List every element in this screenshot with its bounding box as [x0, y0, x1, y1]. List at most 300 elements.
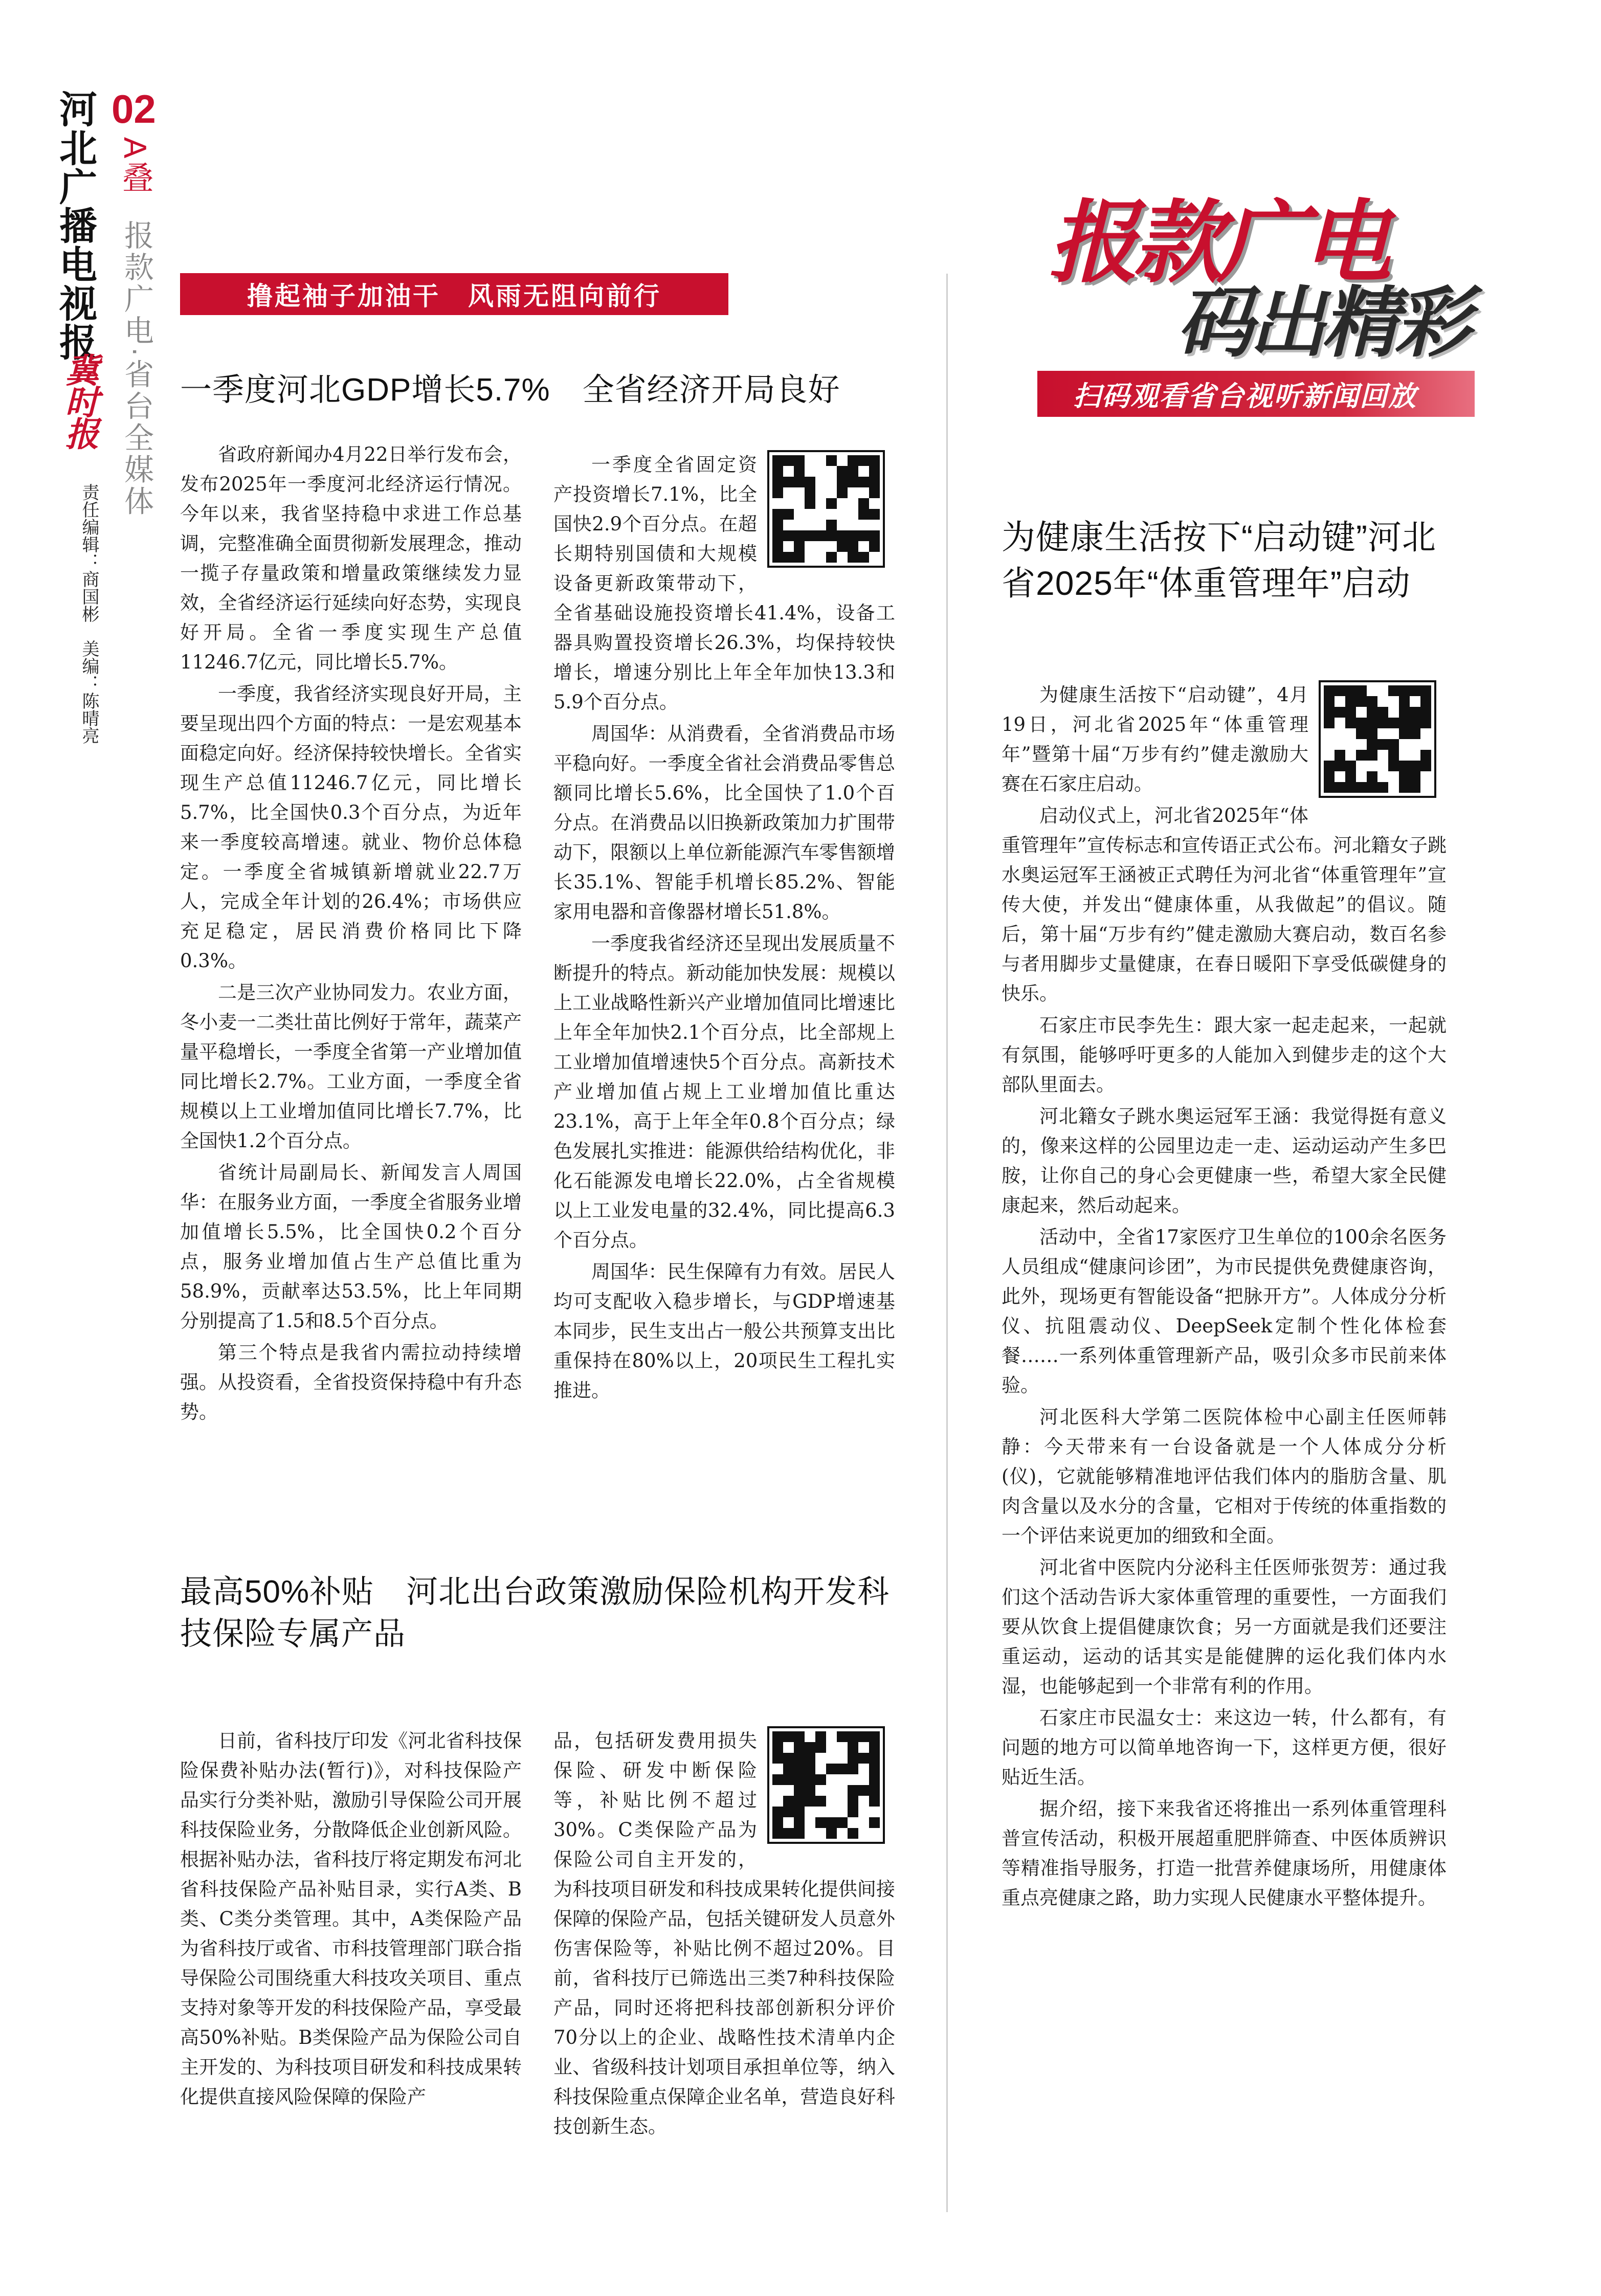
qr-module: [783, 1731, 794, 1742]
qr-module: [858, 487, 869, 498]
qr-module: [794, 1764, 805, 1774]
qr-module: [1399, 771, 1410, 782]
qr-module: [869, 1764, 880, 1774]
qr-module: [783, 1785, 794, 1796]
qr-module: [815, 541, 826, 552]
promo-bar-text: 扫码观看省台视听新闻回放: [1073, 379, 1417, 412]
qr-module: [1399, 750, 1410, 761]
qr-module: [1367, 771, 1377, 782]
qr-module: [837, 541, 848, 552]
article1-qr-wrap: [767, 450, 895, 573]
qr-module: [1377, 685, 1388, 696]
qr-module: [826, 466, 837, 477]
qr-module: [869, 1753, 880, 1764]
qr-module: [815, 509, 826, 520]
qr-module: [1388, 685, 1399, 696]
qr-module: [869, 1774, 880, 1785]
qr-module: [858, 541, 869, 552]
qr-module: [1367, 707, 1377, 718]
qr-module: [1377, 761, 1388, 771]
qr-module: [794, 530, 805, 541]
qr-module: [848, 487, 858, 498]
qr-module: [783, 1742, 794, 1753]
qr-module: [1367, 696, 1377, 707]
qr-module: [858, 509, 869, 520]
qr-module: [1420, 750, 1431, 761]
qr-module: [848, 466, 858, 477]
qr-module: [848, 541, 858, 552]
qr-module: [794, 487, 805, 498]
qr-module: [826, 530, 837, 541]
qr-module: [1335, 718, 1345, 728]
qr-module: [815, 1817, 826, 1828]
qr-module: [826, 541, 837, 552]
qr-module: [837, 509, 848, 520]
qr-module: [783, 1817, 794, 1828]
qr-module: [848, 1774, 858, 1785]
qr-module: [837, 498, 848, 509]
qr-module: [772, 520, 783, 530]
qr-module: [1377, 771, 1388, 782]
qr-module: [1367, 685, 1377, 696]
qr-module: [772, 530, 783, 541]
qr-module: [837, 466, 848, 477]
paragraph: 一季度全省固定资产投资增长7.1%，比全国快2.9个百分点。在超长期特别国债和大规模设备更新政策带动下，全省基础设施投资增长41.4%，设备工器具购置投资增长26.3%，均保持较快增长，增速分别比上年全年加快13.3和5.9个百分点。: [553, 454, 895, 713]
paragraph: 河北籍女子跳水奥运冠军王涵：我觉得挺有意义的，像来这样的公园里边走一走、运动运动产生多巴胺，让你自己的身心会更健康一些，希望大家全民健康起来，然后动起来。: [1002, 1105, 1447, 1216]
qr-module: [826, 487, 837, 498]
qr-module: [1367, 782, 1377, 793]
qr-module: [783, 466, 794, 477]
qr-module: [848, 1742, 858, 1753]
qr-module: [1345, 696, 1356, 707]
qr-module: [1324, 707, 1335, 718]
qr-module: [1420, 782, 1431, 793]
qr-module: [858, 1817, 869, 1828]
qr-module: [1356, 696, 1367, 707]
qr-module: [805, 1817, 815, 1828]
qr-module: [772, 552, 783, 563]
qr-module: [805, 552, 815, 563]
qr-module: [869, 487, 880, 498]
promo-title-line1: 报款广电: [1049, 191, 1386, 295]
qr-module: [858, 552, 869, 563]
qr-module: [826, 520, 837, 530]
qr-module: [794, 455, 805, 466]
qr-module: [815, 1764, 826, 1774]
article2-qr-wrap: [767, 1726, 895, 1849]
qr-module: [805, 1774, 815, 1785]
qr-module: [837, 1764, 848, 1774]
qr-module: [848, 1731, 858, 1742]
qr-module: [1335, 728, 1345, 739]
qr-module: [794, 1742, 805, 1753]
qr-module: [1410, 728, 1420, 739]
qr-module: [848, 1817, 858, 1828]
qr-module: [794, 541, 805, 552]
article3-qr-wrap: [1319, 680, 1447, 803]
qr-module: [815, 466, 826, 477]
qr-module: [869, 455, 880, 466]
qr-module: [805, 1828, 815, 1839]
paragraph: 河北省中医院内分泌科主任医师张贺芳：通过我们这个活动告诉大家体重管理的重要性，一方面我们要从饮食上提倡健康饮食；另一方面就是我们还要注重运动，运动的话其实是能健脾的运化我们体内水湿，也能够起到一个非常有利的作用。: [1002, 1556, 1447, 1697]
qr-module: [858, 466, 869, 477]
qr-module: [1345, 771, 1356, 782]
qr-module: [772, 1817, 783, 1828]
qr-module: [837, 1828, 848, 1839]
qr-module: [783, 509, 794, 520]
paragraph: 一季度我省经济还呈现出发展质量不断提升的特点。新动能加快发展：规模以上工业战略性新兴产业增加值同比增速比上年全年加快2.1个百分点，比全部规上工业增加值增速快5个百分点。高新技术产业增加值占规上工业增加值比重达23.1%，高于上年全年0.8个百分点；绿色发展扎实推进：能源供给结构优化，非化石能源发电增长22.0%，占全省规模以上工业发电量的32.4%，同比提高6.3个百分点。: [553, 932, 895, 1251]
qr-module: [1324, 728, 1335, 739]
qr-module: [869, 1742, 880, 1753]
qr-module: [826, 509, 837, 520]
qr-module: [848, 477, 858, 487]
qr-module: [783, 1753, 794, 1764]
qr-module: [1410, 696, 1420, 707]
qr-module: [1367, 728, 1377, 739]
qr-module: [837, 1774, 848, 1785]
paragraph: 为健康生活按下“启动键”，4月19日，河北省2025年“体重管理年”暨第十届“万步有约”健走激励大赛在石家庄启动。: [1002, 684, 1308, 795]
qr-module: [858, 498, 869, 509]
qr-module: [826, 1731, 837, 1742]
qr-code-icon[interactable]: [767, 1726, 885, 1844]
qr-module: [837, 1796, 848, 1807]
qr-module: [1399, 718, 1410, 728]
qr-module: [1345, 761, 1356, 771]
qr-module: [858, 1796, 869, 1807]
qr-module: [837, 520, 848, 530]
qr-module: [815, 1785, 826, 1796]
qr-module: [772, 1807, 783, 1817]
qr-module: [794, 1796, 805, 1807]
qr-module: [783, 530, 794, 541]
qr-module: [1420, 761, 1431, 771]
qr-module: [1420, 728, 1431, 739]
qr-module: [783, 1764, 794, 1774]
qr-module: [826, 552, 837, 563]
qr-module: [815, 498, 826, 509]
qr-module: [848, 455, 858, 466]
qr-module: [772, 1774, 783, 1785]
qr-module: [858, 1753, 869, 1764]
qr-module: [805, 477, 815, 487]
qr-module: [848, 1807, 858, 1817]
qr-module: [1388, 728, 1399, 739]
qr-module: [1377, 739, 1388, 750]
qr-module: [783, 1828, 794, 1839]
qr-module: [805, 530, 815, 541]
qr-module: [1388, 696, 1399, 707]
qr-module: [1420, 739, 1431, 750]
qr-module: [1377, 707, 1388, 718]
qr-module: [815, 487, 826, 498]
qr-module: [772, 1742, 783, 1753]
qr-module: [869, 1828, 880, 1839]
qr-module: [837, 1742, 848, 1753]
qr-module: [1345, 685, 1356, 696]
qr-module: [826, 1796, 837, 1807]
qr-module: [805, 1785, 815, 1796]
qr-module: [805, 1753, 815, 1764]
qr-module: [869, 477, 880, 487]
qr-module: [1335, 707, 1345, 718]
article1-column2: [553, 450, 895, 1408]
qr-module: [1377, 782, 1388, 793]
qr-module: [837, 552, 848, 563]
qr-module: [848, 1753, 858, 1764]
qr-module: [837, 455, 848, 466]
qr-module: [772, 1753, 783, 1764]
qr-module: [837, 1785, 848, 1796]
qr-module: [858, 520, 869, 530]
paragraph: 河北医科大学第二医院体检中心副主任医师韩静：今天带来有一台设备就是一个人体成分分析(仪)，它就能够精准地评估我们体内的脂肪含量、肌肉含量以及水分的含量，它相对于传统的体重指数的一个评估来说更加的细致和全面。: [1002, 1406, 1447, 1547]
article2-column2: [553, 1726, 895, 2144]
qr-module: [826, 1807, 837, 1817]
qr-module: [1377, 696, 1388, 707]
page-number: 02: [112, 86, 156, 131]
qr-module: [858, 1828, 869, 1839]
qr-module: [805, 541, 815, 552]
qr-module: [826, 1742, 837, 1753]
qr-module: [1335, 771, 1345, 782]
qr-module: [1345, 739, 1356, 750]
qr-module: [1410, 707, 1420, 718]
qr-module: [858, 1807, 869, 1817]
qr-module: [772, 509, 783, 520]
editor-credits: 责任编辑：商国彬 美编：陈晴亮: [79, 483, 99, 744]
qr-module: [1420, 707, 1431, 718]
qr-module: [772, 1828, 783, 1839]
qr-module: [858, 1764, 869, 1774]
qr-module: [783, 487, 794, 498]
qr-module: [805, 466, 815, 477]
qr-module: [783, 455, 794, 466]
qr-module: [783, 552, 794, 563]
qr-module: [826, 455, 837, 466]
qr-module: [772, 455, 783, 466]
paragraph: 二是三次产业协同发力。农业方面，冬小麦一二类壮苗比例好于常年，蔬菜产量平稳增长，一季度全省第一产业增加值同比增长2.7%。工业方面，一季度全省规模以上工业增加值同比增长7.7%，比全国快1.2个百分点。: [180, 982, 522, 1152]
qr-module: [858, 1731, 869, 1742]
qr-module: [783, 520, 794, 530]
qr-module: [826, 1774, 837, 1785]
qr-module: [815, 1731, 826, 1742]
qr-module: [858, 455, 869, 466]
qr-module: [805, 1742, 815, 1753]
qr-module: [1356, 782, 1367, 793]
qr-module: [815, 552, 826, 563]
qr-module: [869, 466, 880, 477]
qr-module: [869, 541, 880, 552]
qr-module: [815, 455, 826, 466]
qr-module: [815, 1796, 826, 1807]
qr-module: [1420, 771, 1431, 782]
qr-module: [1377, 728, 1388, 739]
qr-module: [1367, 718, 1377, 728]
qr-module: [1324, 718, 1335, 728]
article3-body: [1002, 680, 1447, 1915]
qr-module: [794, 477, 805, 487]
paragraph: 启动仪式上，河北省2025年“体重管理年”宣传标志和宣传语正式公布。河北籍女子跳水奥运冠军王涵被正式聘任为河北省“体重管理年”宣传大使，并发出“健康体重，从我做起”的倡议。随后，第十届“万步有约”健走激励大赛启动，数百名参与者用脚步丈量健康，在春日暖阳下享受低碳健身的快乐。: [1002, 805, 1447, 1005]
paper-script-logo: 冀时报: [59, 353, 99, 448]
qr-module: [1377, 750, 1388, 761]
qr-module: [1388, 771, 1399, 782]
qr-module: [1410, 750, 1420, 761]
qr-module: [848, 1796, 858, 1807]
qr-module: [772, 498, 783, 509]
qr-module: [815, 1753, 826, 1764]
qr-module: [1399, 782, 1410, 793]
qr-module: [826, 477, 837, 487]
qr-module: [1324, 696, 1335, 707]
qr-module: [1335, 750, 1345, 761]
qr-module: [1367, 739, 1377, 750]
paragraph: 省统计局副局长、新闻发言人周国华：在服务业方面，一季度全省服务业增加值增长5.5%，比全国快0.2个百分点，服务业增加值占生产总值比重为58.9%，贡献率达53.5%，比上年同期分别提高了1.5和8.5个百分点。: [180, 1162, 522, 1332]
qr-module: [869, 1796, 880, 1807]
qr-module: [848, 498, 858, 509]
qr-module: [837, 1753, 848, 1764]
qr-module: [1356, 761, 1367, 771]
qr-module: [815, 477, 826, 487]
edition-subtitle: 报款广电·省台全媒体: [120, 220, 153, 518]
qr-module: [869, 498, 880, 509]
qr-module: [1356, 771, 1367, 782]
qr-module: [869, 509, 880, 520]
qr-module: [805, 487, 815, 498]
qr-module: [783, 541, 794, 552]
qr-module: [794, 1785, 805, 1796]
qr-module: [1324, 782, 1335, 793]
promo-banner-bar: [1037, 371, 1475, 417]
qr-module: [1335, 761, 1345, 771]
qr-module: [858, 530, 869, 541]
qr-module: [1335, 782, 1345, 793]
qr-module: [772, 1796, 783, 1807]
qr-module: [815, 1742, 826, 1753]
qr-module: [848, 552, 858, 563]
qr-module: [794, 520, 805, 530]
qr-module: [869, 530, 880, 541]
qr-module: [837, 1817, 848, 1828]
qr-module: [837, 530, 848, 541]
qr-module: [794, 509, 805, 520]
article3-headline: 为健康生活按下“启动键”河北省2025年“体重管理年”启动: [1002, 518, 1436, 602]
qr-module: [815, 1828, 826, 1839]
section-banner-text: 撸起袖子加油干 风雨无阻向前行: [247, 282, 661, 310]
qr-module: [1367, 761, 1377, 771]
qr-module: [1377, 718, 1388, 728]
qr-module: [772, 1764, 783, 1774]
paragraph: 一季度，我省经济实现良好开局，主要呈现出四个方面的特点：一是宏观基本面稳定向好。经济保持较快增长。全省实现生产总值11246.7亿元，同比增长5.7%，比全国快0.3个百分点，为近年来一季度较高增速。就业、物价总体稳定。一季度全省城镇新增就业22.7万人，完成全年计划的26.4%；市场供应充足稳定，居民消费价格同比下降0.3%。: [180, 683, 522, 972]
qr-code-icon[interactable]: [1319, 680, 1436, 798]
qr-module: [869, 520, 880, 530]
qr-module: [1356, 718, 1367, 728]
qr-module: [1399, 696, 1410, 707]
qr-module: [805, 520, 815, 530]
qr-module: [1399, 761, 1410, 771]
qr-module: [858, 1774, 869, 1785]
qr-module: [1420, 718, 1431, 728]
qr-module: [858, 1785, 869, 1796]
qr-module: [815, 1807, 826, 1817]
qr-module: [837, 477, 848, 487]
qr-module: [1410, 685, 1420, 696]
qr-module: [1388, 718, 1399, 728]
paragraph: 第三个特点是我省内需拉动持续增强。从投资看，全省投资保持稳中有升态势。: [180, 1342, 522, 1423]
qr-module: [826, 1785, 837, 1796]
qr-module: [826, 498, 837, 509]
qr-module: [1324, 761, 1335, 771]
qr-module: [848, 520, 858, 530]
paragraph: 周国华：民生保障有力有效。居民人均可支配收入稳步增长，与GDP增速基本同步，民生支出占一般公共预算支出比重保持在80%以上，20项民生工程扎实推进。: [553, 1261, 895, 1401]
qr-module: [1410, 718, 1420, 728]
qr-module: [869, 1785, 880, 1796]
paragraph: 据介绍，接下来我省还将推出一系列体重管理科普宣传活动，积极开展超重肥胖筛查、中医体质辨识等精准指导服务，打造一批营养健康场所，用健康体重点亮健康之路，助力实现人民健康水平整体提升。: [1002, 1798, 1447, 1909]
qr-module: [826, 1753, 837, 1764]
article1-headline: 一季度河北GDP增长5.7% 全省经济开局良好: [180, 372, 840, 408]
qr-module: [1335, 696, 1345, 707]
paragraph: 石家庄市民温女士：来这边一转，什么都有，有问题的地方可以简单地咨询一下，这样更方便，很好贴近生活。: [1002, 1707, 1447, 1788]
qr-module: [1388, 707, 1399, 718]
qr-module: [1335, 685, 1345, 696]
qr-module: [1356, 739, 1367, 750]
qr-module: [1388, 750, 1399, 761]
qr-module: [1399, 707, 1410, 718]
qr-module: [858, 1742, 869, 1753]
article1-column1: [180, 440, 522, 1429]
column-divider: [946, 274, 948, 2212]
paper-name: 河北广播电视报: [53, 90, 97, 362]
qr-module: [826, 1817, 837, 1828]
qr-module: [837, 1807, 848, 1817]
qr-module: [1345, 718, 1356, 728]
qr-module: [794, 1807, 805, 1817]
paragraph: 石家庄市民李先生：跟大家一起走起来，一起就有氛围，能够呼吁更多的人能加入到健步走的这个大部队里面去。: [1002, 1014, 1447, 1096]
qr-module: [858, 477, 869, 487]
qr-module: [794, 1774, 805, 1785]
qr-module: [869, 552, 880, 563]
qr-module: [1420, 685, 1431, 696]
qr-module: [869, 1807, 880, 1817]
qr-module: [1388, 739, 1399, 750]
qr-module: [1324, 685, 1335, 696]
qr-module: [783, 1796, 794, 1807]
qr-module: [1399, 685, 1410, 696]
qr-module: [805, 498, 815, 509]
qr-module: [783, 477, 794, 487]
qr-module: [1356, 728, 1367, 739]
edition-label: A叠: [117, 137, 152, 196]
paragraph: 省政府新闻办4月22日举行发布会，发布2025年一季度河北经济运行情况。今年以来，我省坚持稳中求进工作总基调，完整准确全面贯彻新发展理念，推动一揽子存量政策和增量政策继续发力显效，全省经济运行延续向好态势，实现良好开局。全省一季度实现生产总值11246.7亿元，同比增长5.7%。: [180, 443, 522, 673]
qr-module: [1345, 728, 1356, 739]
qr-module: [826, 1828, 837, 1839]
qr-module: [772, 466, 783, 477]
qr-module: [1399, 739, 1410, 750]
qr-module: [805, 1764, 815, 1774]
qr-module: [794, 1753, 805, 1764]
qr-module: [794, 1828, 805, 1839]
qr-module: [794, 466, 805, 477]
qr-module: [794, 552, 805, 563]
qr-module: [783, 1807, 794, 1817]
qr-module: [1324, 771, 1335, 782]
qr-module: [1356, 685, 1367, 696]
qr-module: [794, 498, 805, 509]
qr-module: [815, 520, 826, 530]
qr-module: [794, 1731, 805, 1742]
qr-module: [805, 509, 815, 520]
qr-code-icon[interactable]: [767, 450, 885, 568]
paragraph: 品，包括研发费用损失保险、研发中断保险等，补贴比例不超过30%。C类保险产品为保险公司自主开发的，为科技项目研发和科技成果转化提供间接保障的保险产品，包括关键研发人员意外伤害保险等，补贴比例不超过20%。目前，省科技厅已筛选出三类7种科技保险产品，同时还将把科技部创新积分评价70分以上的企业、战略性技术清单内企业、省级科技计划项目承担单位等，纳入科技保险重点保障企业名单，营造良好科技创新生态。: [553, 1730, 895, 2137]
qr-module: [848, 509, 858, 520]
